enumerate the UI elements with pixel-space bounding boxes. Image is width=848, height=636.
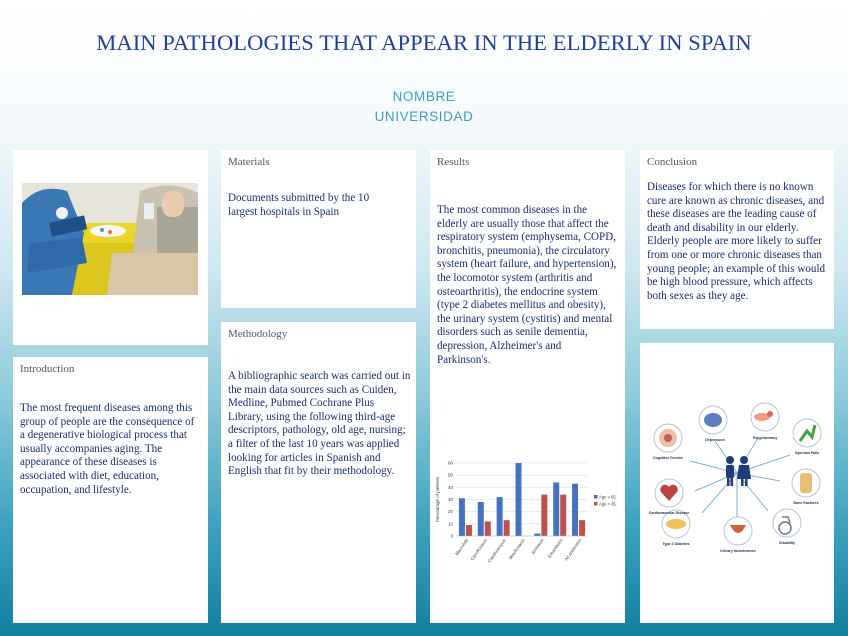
category-label: Amikacin (530, 537, 545, 556)
introduction-panel (13, 357, 208, 623)
bar-series2 (466, 525, 472, 536)
bar-series1 (516, 463, 522, 536)
bar-series1 (478, 502, 484, 536)
legend-swatch (594, 495, 598, 499)
introduction-text: The most frequent diseases among this group of people are the consequence of a degenerative biological process that usually accompanies aging. The appearance of these diseases is associated with diet, education, occupation, and lifestyle. (20, 402, 195, 496)
y-tick-label: 40 (447, 484, 453, 490)
legend-swatch (594, 502, 598, 506)
category-label: Clarithromycin (486, 537, 507, 564)
materials-text: Documents submitted by the 10 largest hospitals in Spain (228, 192, 370, 218)
results-heading: Results (437, 156, 470, 168)
falling-person-icon (793, 419, 821, 447)
bladder-icon (724, 517, 752, 545)
label-disability: Disability (779, 541, 795, 545)
legend-label: Age < 65 (599, 501, 616, 507)
label-injurious-falls: Injurious Falls (794, 451, 820, 455)
category-label: Ethambutol (546, 537, 564, 559)
bar-series1 (534, 534, 540, 536)
bar-series1 (497, 497, 503, 536)
category-label: Macrolide (454, 537, 470, 557)
bar-series2 (485, 521, 491, 536)
label-bone-fractures: Bone fractures (793, 501, 819, 505)
methodology-heading: Methodology (228, 328, 288, 340)
label-cognitive-decline: Cognitive Decline (652, 456, 684, 460)
y-tick-label: 10 (447, 521, 453, 527)
geriatric-conditions-diagram (640, 393, 834, 563)
results-panel (430, 150, 625, 623)
bar-series1 (553, 482, 559, 536)
poster-title: MAIN PATHOLOGIES THAT APPEAR IN THE ELDERLY IN SPAIN (96, 30, 752, 55)
bar-series1 (572, 484, 578, 536)
bone-icon (792, 469, 820, 497)
conclusion-heading: Conclusion (647, 156, 698, 168)
photo-panel (13, 150, 208, 345)
results-bar-chart (432, 455, 623, 583)
legend-label: Age ≥ 65 (599, 494, 616, 500)
category-label: All antibiotics (563, 537, 583, 562)
label-urinary-incontinence: Urinary Incontinence (720, 549, 756, 553)
heart-icon (655, 479, 683, 507)
label-polypharmacy: Polypharmacy (752, 436, 778, 440)
pills-icon (751, 403, 779, 431)
author-name: NOMBRE (392, 89, 456, 104)
label-type2-diabetes: Type 2 Diabetes (662, 542, 690, 546)
diagram-panel (640, 343, 834, 623)
bar-series2 (504, 520, 510, 536)
conclusion-text: Diseases for which there is no known cure are known as chronic diseases, and these diseases are the leading cause of death and disability in our elderly. Elderly people are more likely to suffer from one or more chronic diseases than young people; an example of this would be high blood pressure, which affects both sexes as they age. (647, 181, 826, 302)
head-scan-icon (654, 424, 682, 452)
bar-series2 (560, 495, 566, 536)
y-tick-label: 20 (447, 509, 453, 515)
y-tick-label: 60 (447, 460, 453, 466)
category-label: Ciprofloxacin (469, 537, 489, 562)
affiliation: UNIVERSIDAD (374, 109, 474, 124)
y-tick-label: 50 (447, 472, 453, 478)
bar-series2 (541, 495, 547, 536)
y-tick-label: 0 (450, 533, 453, 539)
materials-heading: Materials (228, 156, 270, 168)
methodology-text: A bibliographic search was carried out in the main data sources such as Cuiden, Medline, Pubmed Cochrane Plus Library, using the following third-age descriptors, pathology, old age, nursing; a filter of the last 10 years was applied looking for articles in Spanish and English that fit by their methodology. (228, 370, 411, 478)
category-label: Moxifloxacin (507, 537, 526, 561)
brain-icon (699, 406, 727, 434)
y-tick-label: 30 (447, 497, 453, 502)
results-text: The most common diseases in the elderly are usually those that affect the respiratory system (emphysema, COPD, bronchitis, pneumonia), the circulatory system (heart failure, and hypertension), the locomotor system (arthritis and osteoarthritis), the endocrine system (type 2 diabetes mellitus and obesity), the urinary system (cystitis) and mental disorders such as senile dementia, depression, Alzheimer's and Parkinson's. (437, 204, 617, 366)
methodology-panel (221, 322, 416, 623)
introduction-heading: Introduction (20, 363, 75, 375)
bar-series1 (459, 498, 465, 536)
materials-panel (221, 150, 416, 308)
conclusion-panel (640, 150, 834, 329)
label-depression: Depression (705, 438, 725, 442)
nurse-patient-photo (22, 183, 198, 295)
label-cardiovascular-disease: Cardiovascular Disease (648, 511, 690, 515)
bar-series2 (579, 520, 585, 536)
wheelchair-icon (773, 509, 801, 537)
y-axis-label: Percentage of patients (435, 476, 440, 523)
